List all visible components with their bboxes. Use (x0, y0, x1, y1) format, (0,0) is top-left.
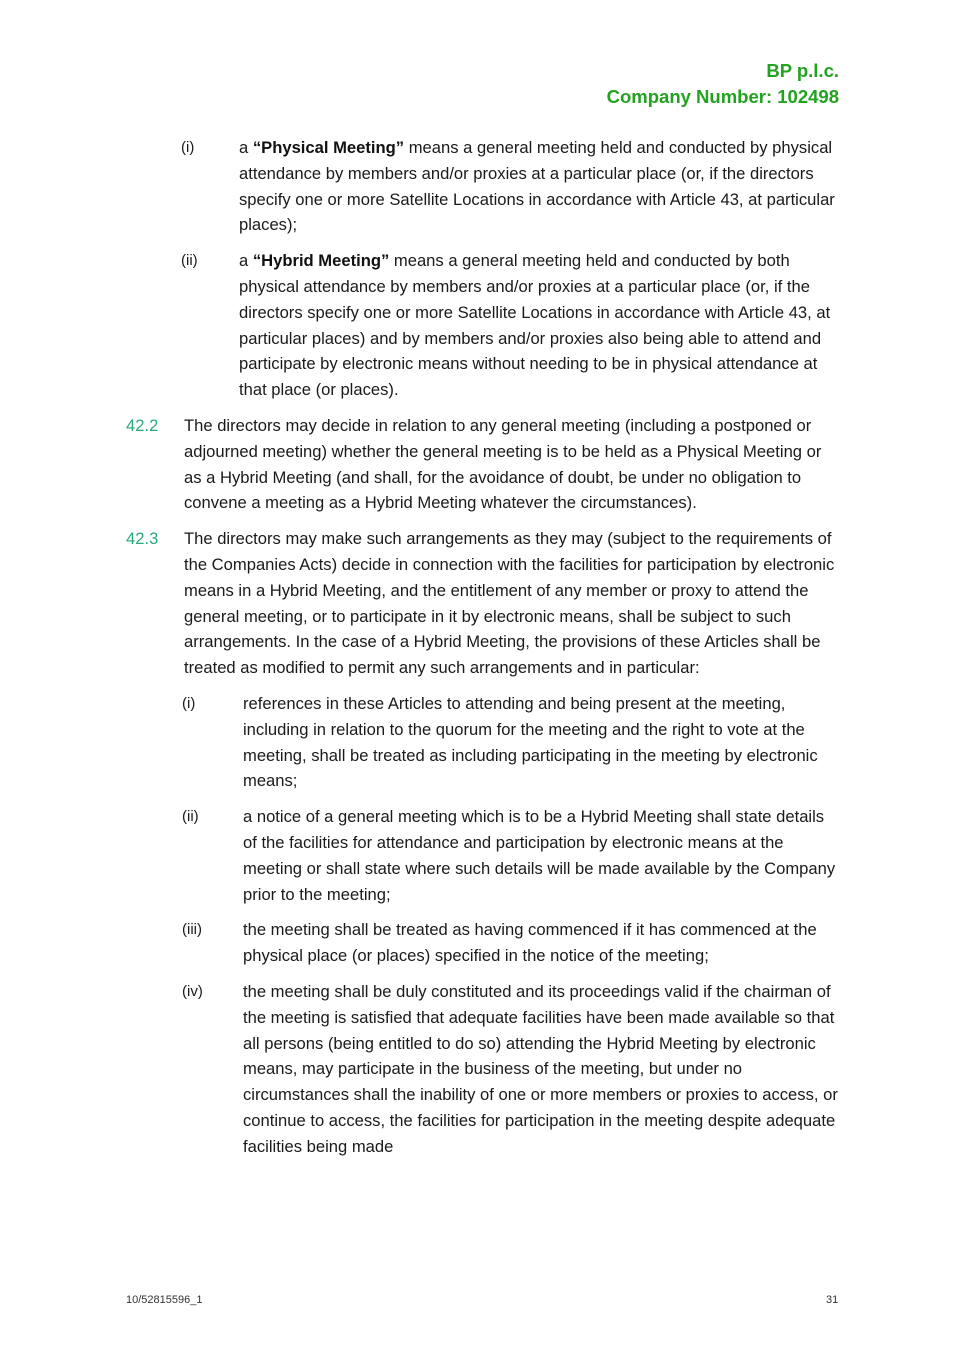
item-text (239, 248, 841, 403)
clause-number: 42.3 (126, 529, 159, 549)
sub-item-text: the meeting shall be duly constituted and its proceedings valid if the chairman of the meeting is satisfied that adequate facilities have been made available so that all persons (being entitled to do so) attending the Hybrid Meeting by electronic means, may participate in the business of the meeting, but under no circumstances shall the inability of one or more members or proxies to access, or continue to access, the facilities for participation in the meeting despite adequate facilities being made (243, 981, 838, 1156)
item-number: (ii) (181, 252, 198, 270)
clause (126, 413, 841, 516)
clause-text: The directors may make such arrangements as they may (subject to the requirements of the Companies Acts) decide in connection with the facilities for participation by electronic means in a Hybrid Meeting, and the entitlement of any member or proxy to attend the general meeting, or to participate in it by electronic means, shall be subject to such arrangements. In the case of a Hybrid Meeting, the provisions of these Articles shall be treated as modified to permit any such arrangements and in particular: (184, 529, 835, 678)
clause-number: 42.2 (126, 415, 159, 435)
company-name: BP p.l.c. (766, 60, 839, 81)
clause-text: The directors may decide in relation to any general meeting (including a postponed or adjourned meeting) whether the general meeting is to be held as a Physical Meeting or as a Hybrid Meeting (and shall, for the avoidance of doubt, be under no obligation to convene a meeting as a Hybrid Meeting whatever the circumstances). (184, 415, 822, 513)
sub-item-text: references in these Articles to attending and being present at the meeting, including in relation to the quorum for the meeting and the right to vote at the meeting, shall be treated as including participating in the meeting by electronic means; (243, 693, 818, 791)
page-header (607, 58, 839, 110)
defined-term: “Hybrid Meeting” (252, 251, 390, 271)
item-prefix: a (239, 251, 253, 271)
item-number: (i) (181, 139, 195, 156)
document-reference: 10/52815596_1 (126, 1294, 203, 1306)
item-prefix: a (239, 138, 253, 157)
sub-item-text: a notice of a general meeting which is to be a Hybrid Meeting shall state details of the facilities for attendance and participation by electronic means at the meeting or shall state where such details will be made available by the Company prior to the meeting; (243, 807, 836, 904)
sub-item (182, 691, 841, 794)
sub-item (182, 917, 841, 969)
document-body (126, 135, 841, 1169)
page-number: 31 (826, 1294, 839, 1306)
item-definition: means a general meeting held and conducted by both physical attendance by members and/or proxies at a particular place (or, if the directors specify one or more Satellite Locations in accordance with Article 43, at particular places) and by members and/or proxies also being able to attend and participate by electronic means without needing to be in physical attendance at that place (or places). (239, 251, 831, 400)
sub-item-text: the meeting shall be treated as having commenced if it has commenced at the physical place (or places) specified in the notice of the meeting; (243, 920, 817, 966)
sub-item-number: (iii) (182, 921, 202, 939)
clause (126, 526, 841, 681)
sub-item (182, 979, 841, 1160)
definition-item (181, 135, 841, 238)
item-text (239, 135, 841, 238)
defined-term: “Physical Meeting” (252, 138, 405, 157)
company-number: Company Number: 102498 (606, 86, 839, 107)
sub-item (182, 804, 841, 907)
sub-item-number: (ii) (182, 808, 199, 826)
sub-item-number: (i) (182, 694, 196, 712)
definition-item (181, 248, 841, 403)
item-definition: means a general meeting held and conducted by physical attendance by members and/or proxies at a particular place (or, if the directors specify one or more Satellite Locations in accordance with Article 43, at particular places); (239, 138, 835, 235)
sub-item-number: (iv) (182, 982, 203, 1000)
